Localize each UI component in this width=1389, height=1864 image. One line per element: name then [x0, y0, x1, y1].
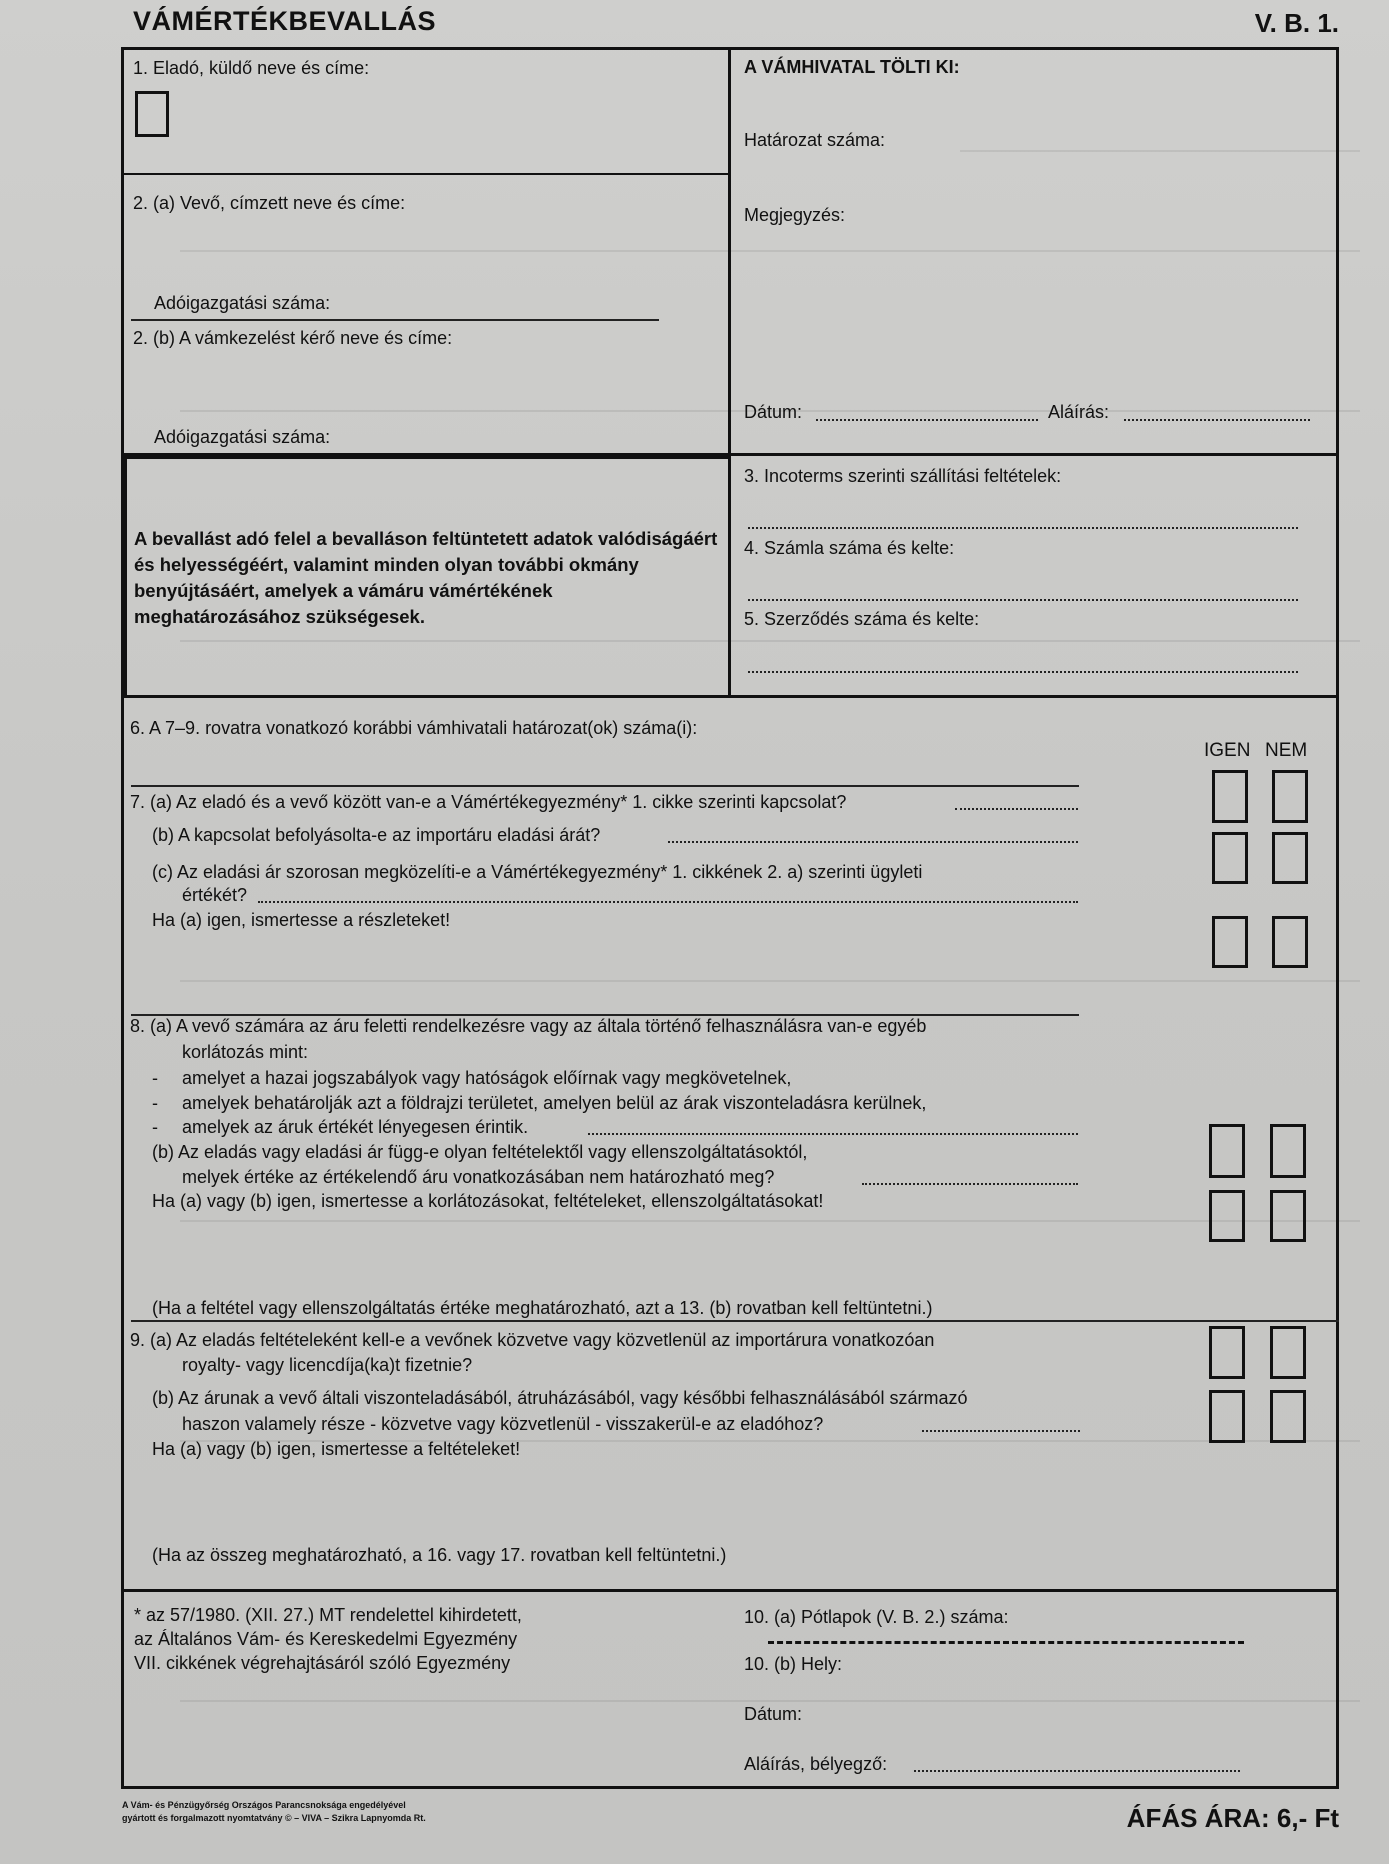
section10a-label: 10. (a) Pótlapok (V. B. 2.) száma: [744, 1607, 1009, 1627]
remarks-label: Megjegyzés: [744, 205, 846, 225]
section5-label: 5. Szerződés száma és kelte: [744, 609, 980, 629]
section8a-yes-checkbox[interactable] [1209, 1124, 1245, 1178]
section8b-dots [862, 1183, 1078, 1185]
section10-signature-label: Aláírás, bélyegző: [744, 1754, 888, 1774]
section8b-no-checkbox[interactable] [1270, 1190, 1306, 1242]
office-signature-label: Aláírás: [1048, 402, 1110, 422]
section8a-text-line2: korlátozás mint: [182, 1042, 309, 1062]
divider-footer [121, 1589, 1339, 1592]
section4-field[interactable] [748, 599, 1298, 601]
section10a-field[interactable] [768, 1641, 1244, 1644]
section6-label: 6. A 7–9. rovatra vonatkozó korábbi vámhivatali határozat(ok) száma(i): [130, 718, 698, 738]
section7a-dots [955, 808, 1078, 810]
divider-2a-2b [131, 319, 659, 321]
section2b-label: 2. (b) A vámkezelést kérő neve és címe: [133, 328, 453, 348]
section7-note: Ha (a) igen, ismertesse a részleteket! [152, 910, 451, 930]
section7a-no-checkbox[interactable] [1272, 770, 1308, 823]
declaration-box-top [121, 456, 729, 459]
section2a-label: 2. (a) Vevő, címzett neve és címe: [133, 193, 406, 213]
section5-field[interactable] [748, 671, 1298, 673]
section9-footnote: (Ha az összeg meghatározható, a 16. vagy 17. rovatban kell feltüntetni.) [152, 1545, 727, 1565]
column-divider [728, 47, 731, 697]
divider-section7 [131, 785, 1079, 787]
section2b-tax-label: Adóigazgatási száma: [154, 427, 331, 447]
divider-1-2a [121, 173, 729, 175]
price-label: ÁFÁS ÁRA: 6,- Ft [1126, 1803, 1339, 1833]
section9a-no-checkbox[interactable] [1270, 1326, 1306, 1379]
section3-label: 3. Incoterms szerinti szállítási feltételek: [744, 466, 1062, 486]
section8-bullet-3: amelyek az áruk értékét lényegesen érintik. [182, 1117, 529, 1137]
office-date-label: Dátum: [744, 402, 803, 422]
office-date-field[interactable] [816, 419, 1038, 421]
section8a-dots [588, 1133, 1078, 1135]
section3-field[interactable] [748, 527, 1298, 529]
footnote-line3: VII. cikkének végrehajtásáról szóló Egyezmény [134, 1653, 511, 1673]
form-title: VÁMÉRTÉKBEVALLÁS [133, 6, 437, 36]
section9-note: Ha (a) vagy (b) igen, ismertesse a feltételeket! [152, 1439, 521, 1459]
section10b-label: 10. (b) Hely: [744, 1654, 843, 1674]
decision-number-label: Határozat száma: [744, 130, 886, 150]
footnote-line2: az Általános Vám- és Kereskedelmi Egyezmény [134, 1629, 518, 1649]
form-code: V. B. 1. [1254, 8, 1339, 38]
section9a-text-line1: 9. (a) Az eladás feltételeként kell-e a vevőnek közvetve vagy közvetlenül az importárura vonatkozóan [130, 1330, 935, 1350]
section8-bullet-2: amelyek behatárolják azt a földrajzi területet, amelyen belül az árak viszonteladásra kerülnek, [182, 1093, 927, 1113]
no-header: NEM [1265, 740, 1308, 761]
declaration-text: A bevallást adó felel a bevalláson feltüntetett adatok valódiságáért és helyességéért, valamint minden olyan további okmány benyújtásáért, amelyek a vámáru vámértékének meghatározásához szükségesek. [134, 528, 718, 627]
section7a-yes-checkbox[interactable] [1212, 770, 1248, 823]
section7b-dots [668, 841, 1078, 843]
section9b-yes-checkbox[interactable] [1209, 1390, 1245, 1443]
section8b-text-line1: (b) Az eladás vagy eladási ár függ-e olyan feltételektől vagy ellenszolgáltatásoktól, [152, 1142, 808, 1162]
footnote-line1: * az 57/1980. (XII. 27.) MT rendelettel kihirdetett, [134, 1605, 522, 1625]
section7b-yes-checkbox[interactable] [1212, 832, 1248, 884]
section8b-text-line2: melyek értéke az értékelendő áru vonatkozásában nem határozható meg? [182, 1167, 775, 1187]
section7c-no-checkbox[interactable] [1272, 916, 1308, 968]
section7c-text-line2: értékét? [182, 885, 248, 905]
divider-section9 [131, 1320, 1339, 1322]
office-signature-field[interactable] [1124, 419, 1310, 421]
section8a-no-checkbox[interactable] [1270, 1124, 1306, 1178]
imprint-line1: A Vám- és Pénzügyőrség Országos Parancsnoksága engedélyével [122, 1800, 406, 1810]
imprint-line2: gyártott és forgalmazott nyomtatvány © – VIVA – Szikra Lapnyomda Rt. [122, 1813, 426, 1823]
section9b-text-line2: haszon valamely része - közvetve vagy közvetlenül - visszakerül-e az eladóhoz? [182, 1414, 824, 1434]
section8-footnote: (Ha a feltétel vagy ellenszolgáltatás értéke meghatározható, azt a 13. (b) rovatban kell feltüntetni.) [152, 1298, 933, 1318]
section8b-yes-checkbox[interactable] [1209, 1190, 1245, 1242]
section10-date-label: Dátum: [744, 1704, 803, 1724]
section9b-text-line1: (b) Az árunak a vevő általi viszonteladásából, átruházásából, vagy későbbi felhasználásából származó [152, 1388, 968, 1408]
section1-checkbox[interactable] [135, 91, 169, 137]
section9b-no-checkbox[interactable] [1270, 1390, 1306, 1443]
section7c-text-line1: (c) Az eladási ár szorosan megközelíti-e a Vámértékegyezmény* 1. cikkének 2. a) szerinti ügyleti [152, 862, 923, 882]
declaration-box-left [121, 453, 127, 697]
office-heading: A VÁMHIVATAL TÖLTI KI: [744, 57, 960, 77]
section10-signature-field[interactable] [914, 1770, 1240, 1772]
section7c-yes-checkbox[interactable] [1212, 916, 1248, 968]
section8-note: Ha (a) vagy (b) igen, ismertesse a korlátozásokat, feltételeket, ellenszolgáltatásokat! [152, 1191, 824, 1211]
section9a-yes-checkbox[interactable] [1209, 1326, 1245, 1379]
section2a-tax-label: Adóigazgatási száma: [154, 293, 331, 313]
section7a-text: 7. (a) Az eladó és a vevő között van-e a Vámértékegyezmény* 1. cikke szerinti kapcsolat? [130, 792, 847, 812]
yes-header: IGEN [1204, 740, 1251, 761]
section4-label: 4. Számla száma és kelte: [744, 538, 955, 558]
section1-label: 1. Eladó, küldő neve és címe: [133, 58, 370, 78]
section7c-dots [258, 901, 1078, 903]
divider-section6 [121, 695, 1339, 698]
bullet-2: - [152, 1093, 158, 1113]
bullet-3: - [152, 1117, 158, 1137]
section7b-no-checkbox[interactable] [1272, 832, 1308, 884]
section8a-text-line1: 8. (a) A vevő számára az áru feletti rendelkezésre vagy az általa történő felhasználásra van-e egyéb [130, 1016, 927, 1036]
bullet-1: - [152, 1068, 158, 1088]
section9b-dots [922, 1430, 1080, 1432]
section9a-text-line2: royalty- vagy licencdíja(ka)t fizetnie? [182, 1355, 473, 1375]
section8-bullet-1: amelyet a hazai jogszabályok vagy hatóságok előírnak vagy megkövetelnek, [182, 1068, 792, 1088]
section7b-text: (b) A kapcsolat befolyásolta-e az importáru eladási árát? [152, 825, 601, 845]
